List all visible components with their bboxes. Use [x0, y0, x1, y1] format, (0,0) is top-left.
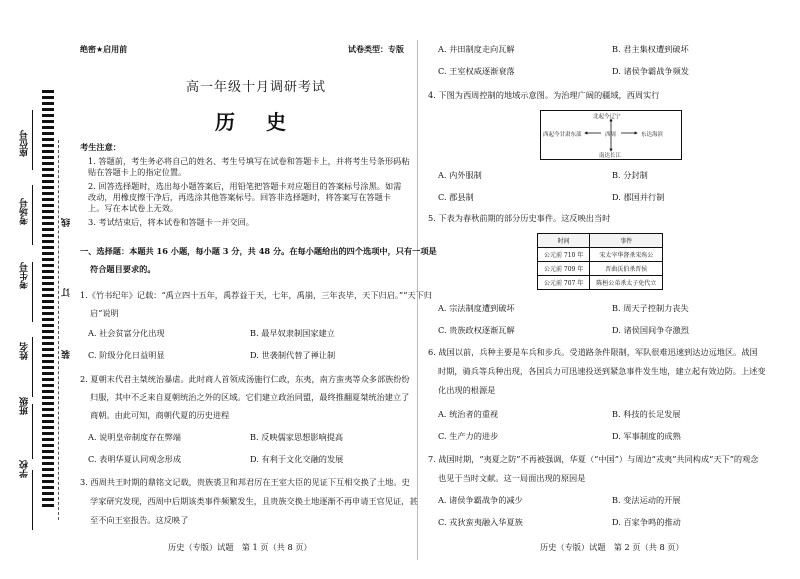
question-3-stem: 学家研究发现，西周中后期该类事件频繁发生，且贵族交换土地逐渐不再申请王官见证，甚 — [90, 496, 418, 506]
field-line — [32, 262, 33, 322]
table-row — [538, 248, 663, 262]
question-5-option-a: A. 宗法制度遭到破坏 — [438, 303, 515, 313]
table-header-time: 时间 — [538, 234, 590, 248]
question-2-option-c: C. 表明华夏认同观念形成 — [88, 454, 182, 464]
question-5-option-b: B. 周天子控制力丧失 — [612, 303, 689, 313]
notice-line: 3. 考试结束后，将本试卷和答题卡一并交回。 — [88, 217, 254, 228]
question-1-stem: 启”说明 — [90, 308, 119, 318]
table-header-event: 事件 — [590, 234, 663, 248]
table-cell: 公元前 709 年 — [538, 262, 590, 276]
table-row — [538, 276, 663, 290]
table-cell: 公元前 710 年 — [538, 248, 590, 262]
question-4-stem: 4. 下图为西周控制的地域示意图。为治理广阔的疆域，西周实行 — [428, 90, 660, 100]
question-1-option-d: D. 世袭制代替了禅让制 — [250, 350, 336, 360]
field-line — [32, 110, 33, 170]
seat-number-label: 座位号 — [20, 130, 30, 157]
paper-type: 试卷类型：专版 — [348, 45, 404, 54]
table-cell: 晋曲沃伯杀晋侯 — [590, 262, 663, 276]
question-4-option-d: D. 郡国并行制 — [612, 192, 665, 202]
class-label: 班级 — [20, 397, 30, 415]
question-3-stem: 3. 西周共王时期的鼎铭文记载，贵族裘卫和邦君厉在王室大臣的见证下互相交换了土地。史 — [80, 477, 410, 487]
binding-strip — [0, 0, 72, 579]
question-4-option-c: C. 郡县制 — [438, 192, 474, 202]
question-4-option-a: A. 内外服制 — [438, 170, 482, 180]
question-3-stem: 至不向王室报告。这反映了 — [90, 515, 189, 525]
question-5-option-c: C. 贵族政权逐渐瓦解 — [438, 325, 515, 335]
question-7-option-a: A. 诸侯争霸战争的减少 — [438, 495, 523, 505]
map-center-label: 西周 — [605, 132, 617, 138]
question-1-option-a: A. 社会贫富分化出现 — [88, 328, 165, 338]
notice-line: 1. 答题前，考生务必将自己的姓名、考生号填写在试卷和答题卡上，并将考生号条形码粘 — [88, 156, 410, 166]
question-6-stem: 化出现的根源是 — [438, 385, 496, 395]
question-7-option-b: B. 变法运动的开展 — [612, 495, 681, 505]
question-2-option-b: B. 反映儒家思想影响提高 — [250, 432, 344, 442]
question-2-option-a: A. 说明皇帝制度存在弊端 — [88, 432, 181, 442]
exam-title: 高一年级十月调研考试 — [186, 80, 327, 95]
question-6-option-a: A. 统治者的重视 — [438, 409, 499, 419]
question-1-option-b: B. 最早奴隶制国家建立 — [250, 328, 335, 338]
notice-line: 贴在答题卡上的指定位置。 — [88, 167, 187, 178]
table-cell: 宋太宰华督杀宋殇公 — [590, 248, 663, 262]
question-4-option-b: B. 分封制 — [612, 170, 648, 180]
table-header-row — [538, 234, 663, 248]
question-7-option-d: D. 百家争鸣的推动 — [612, 517, 681, 527]
table-cell: 陈桓公弟杀太子免代立 — [590, 276, 663, 290]
question-2-stem: 商朝。由此可知，商朝代夏的历史进程 — [90, 410, 230, 420]
question-6-stem: 6. 战国以前，兵种主要是车兵和步兵。受道路条件限制，军队很难迅速到达边远地区。战国 — [428, 347, 758, 357]
history-events-table — [537, 233, 663, 290]
question-1-stem: 1.《竹书纪年》记载：“禹立四十五年，禹荐益于天，七年，禹崩，三年丧毕，天下归启。”“天下归 — [80, 290, 432, 300]
question-2-option-d: D. 有利于文化交融的发展 — [250, 454, 344, 464]
field-line — [32, 185, 33, 245]
notice-line: 改动，用橡皮擦干净后，再选涂其他答案标号。回答非选择题时，将答案写在答题卡 — [88, 192, 391, 203]
barcode-strip — [42, 90, 54, 510]
question-1-option-c: C. 阶级分化日益明显 — [88, 350, 165, 360]
field-line — [32, 404, 33, 459]
question-6-stem: 时期，骑兵等兵种出现，各国兵力可迅速投送到紧急事件发生地，建立起有效边防。上述变 — [438, 366, 766, 376]
notice-list — [88, 156, 410, 228]
school-label: 学校 — [20, 460, 30, 478]
question-7-stem: 也见于当时文献。这一局面出现的原因是 — [438, 473, 586, 483]
question-2-stem: 归服，其中不乏来自夏朝统治之外的区域。它们建立政治同盟，最终推翻夏桀统治建立了 — [90, 392, 410, 402]
cut-line — [58, 140, 59, 520]
section-heading: 一、选择题：本题共 16 小题，每小题 3 分，共 48 分。在每小题给出的四个选项中，只有一项是 — [80, 246, 437, 256]
question-6-option-d: D. 军事制度的成熟 — [612, 431, 681, 441]
question-5-option-d: D. 诸侯国间争夺激烈 — [612, 325, 689, 335]
exam-room-label: 考场号 — [20, 198, 30, 225]
map-west-label: 西起今甘肃东部 — [543, 132, 582, 138]
subject-title: 历 史 — [215, 110, 298, 134]
notice-line: 上。写在本试卷上无效。 — [88, 203, 179, 214]
question-3-option-d: D. 诸侯争霸战争频发 — [612, 66, 689, 76]
question-3-option-c: C. 王室权威逐渐衰落 — [438, 66, 515, 76]
question-6-option-b: B. 科技的长足发展 — [612, 409, 681, 419]
name-label: 姓名 — [20, 342, 30, 360]
question-3-option-b: B. 君主集权遭到破坏 — [612, 44, 689, 54]
cut-word-install: 装 — [62, 350, 72, 359]
cut-word-line: 线 — [62, 218, 72, 227]
question-3-option-a: A. 井田制度走向瓦解 — [438, 44, 515, 54]
page-footer-left: 历史（专版）试题 第 1 页（共 8 页） — [168, 542, 312, 552]
question-5-stem: 5. 下表为春秋前期的部分历史事件。这反映出当时 — [428, 213, 611, 223]
table-cell: 公元前 707 年 — [538, 276, 590, 290]
question-7-option-c: C. 戎狄蛮夷融入华夏族 — [438, 517, 523, 527]
map-east-label: 东达海滨 — [641, 132, 664, 138]
notice-line: 2. 回答选择题时，选出每小题答案后，用铅笔把答题卡对应题目的答案标号涂黑。如需 — [88, 181, 402, 192]
map-south-label: 南达长江 — [599, 153, 622, 159]
question-7-stem: 7. 战国时期，“夷夏之防”不再被强调，华夏（“中国”）与周边“戎夷”共同构成“天下”的观念 — [428, 454, 759, 464]
candidate-number-label: 考生号 — [20, 262, 30, 289]
field-line — [32, 470, 33, 530]
section-heading-cont: 符合题目要求的。 — [90, 264, 156, 274]
question-6-option-c: C. 生产力的进步 — [438, 431, 499, 441]
cut-word-bind: 订 — [62, 288, 72, 297]
field-line — [32, 337, 33, 397]
table-row — [538, 262, 663, 276]
western-zhou-map — [540, 110, 682, 160]
notice-heading: 考生注意： — [80, 142, 121, 152]
secret-mark: 绝密★启用前 — [80, 45, 128, 54]
page-footer-right: 历史（专版）试题 第 2 页（共 8 页） — [540, 542, 684, 552]
map-north-label: 北起今辽宁 — [593, 114, 621, 120]
question-2-stem: 2. 夏朝末代君主桀统治暴虐。此时商人首领成汤施行仁政，东夷，南方蛮夷等众多部族纷纷 — [80, 374, 410, 384]
